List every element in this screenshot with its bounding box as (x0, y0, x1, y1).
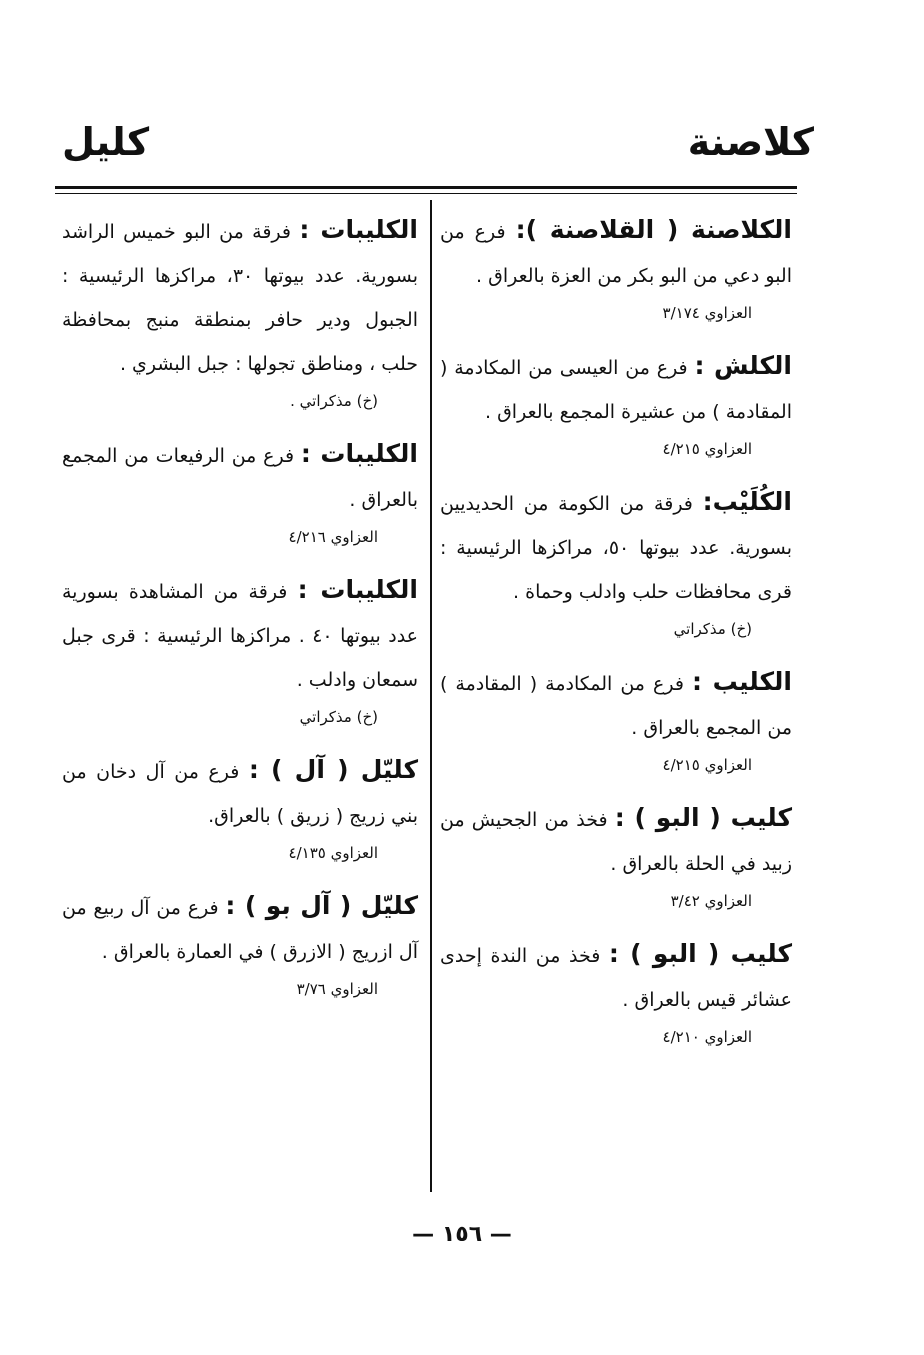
column-divider (430, 200, 432, 1192)
entry-source: العزاوي ٤/٢١٥ (662, 440, 752, 458)
entry-headword: الكلاصنة ( القلاصنة ): (515, 215, 792, 244)
entry-source: العزاوي ٣/١٧٤ (662, 304, 752, 322)
entry-text: فرع من آل ربيع من آل ازريج ( الازرق ) في العمارة بالعراق . (62, 897, 418, 963)
page-number: — ١٥٦ — (412, 1222, 512, 1247)
running-header-right: كلاصنة (687, 120, 814, 164)
dictionary-entry (440, 208, 792, 328)
dictionary-entry (62, 568, 418, 732)
entry-source: (خ) مذكراتي . (290, 392, 378, 410)
entry-headword: الكليبات : (300, 439, 418, 468)
dictionary-entry (62, 432, 418, 552)
entry-source: العزاوي ٤/٢١٥ (662, 756, 752, 774)
entry-text: فرقة من المشاهدة بسورية عدد بيوتها ٤٠ . مراكزها الرئيسية : قرى جبل سمعان وادلب . (62, 581, 418, 691)
entry-text: فرع من العيسى من المكادمة ( المقادمة ) من عشيرة المجمع بالعراق . (440, 357, 792, 423)
dictionary-entry (440, 660, 792, 780)
entry-source: العزاوي ٤/٢١٦ (288, 528, 378, 546)
entry-headword: كليّل ( آل ) : (248, 755, 418, 784)
dictionary-entry (62, 748, 418, 868)
dictionary-entry (440, 480, 792, 644)
entry-headword: الكُلَيْب: (702, 487, 792, 516)
entry-headword: الكليبات : (299, 215, 418, 244)
header-rule-thick (55, 186, 797, 189)
entry-source: العزاوي ٤/١٣٥ (288, 844, 378, 862)
entry-source: العزاوي ٣/٤٢ (670, 892, 752, 910)
entry-source: العزاوي ٣/٧٦ (296, 980, 378, 998)
dictionary-entry (62, 208, 418, 416)
entry-headword: الكليب : (691, 667, 792, 696)
entry-headword: كليّل ( آل بو ) : (225, 891, 419, 920)
entry-text: فخذ من الندة إحدى عشائر قيس بالعراق . (440, 945, 792, 1011)
entry-source: (خ) مذكراتي (299, 708, 378, 726)
running-header-left: كليل (62, 120, 150, 164)
entry-text: فرع من آل دخان من بني زريج ( زريق ) بالعراق. (62, 761, 418, 827)
entry-text: فخذ من الجحيش من زبيد في الحلة بالعراق . (440, 809, 792, 875)
entry-text: فرع من المكادمة ( المقادمة ) من المجمع بالعراق . (440, 673, 792, 739)
entry-text: فرع من البو دعي من البو بكر من العزة بالعراق . (440, 221, 792, 287)
entry-text: فرقة من الكومة من الحديديين بسورية. عدد بيوتها ٥٠، مراكزها الرئيسية : قرى محافظات حلب وادلب وحماة . (440, 493, 792, 603)
entry-text: فرقة من البو خميس الراشد بسورية. عدد بيوتها ٣٠، مراكزها الرئيسية : الجبول ودير حافر بمنطقة منبج بمحافظة حلب ، ومناطق تجولها : جبل البشري . (62, 221, 418, 375)
entry-text: فرع من الرفيعات من المجمع بالعراق . (62, 445, 418, 511)
dictionary-entry (62, 884, 418, 1004)
entry-source: (خ) مذكراتي (673, 620, 752, 638)
entry-headword: كليب ( البو ) : (608, 939, 792, 968)
dictionary-entry (440, 344, 792, 464)
entry-headword: الكليبات : (297, 575, 419, 604)
entry-source: العزاوي ٤/٢١٠ (662, 1028, 752, 1046)
left-column (62, 208, 418, 1020)
right-column (440, 208, 792, 1068)
header-rule-thin (55, 193, 797, 194)
dictionary-entry (440, 796, 792, 916)
dictionary-entry (440, 932, 792, 1052)
entry-headword: كليب ( البو ) : (614, 803, 792, 832)
entry-headword: الكلش : (694, 351, 792, 380)
